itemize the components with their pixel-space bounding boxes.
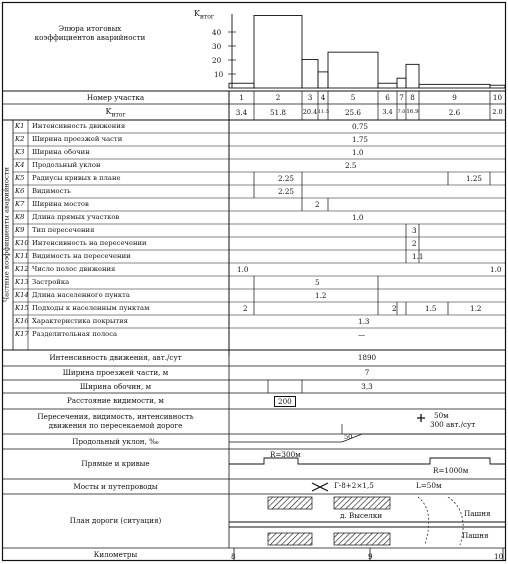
section-number: 3: [307, 93, 313, 102]
field-label: Пашня: [462, 531, 489, 540]
y-tick: 10: [214, 70, 224, 79]
factor-k-7: K7: [15, 200, 25, 208]
factor-label: Длина населенного пункта: [32, 291, 130, 299]
section-number: 7: [399, 93, 404, 102]
factor-k-10: K10: [15, 239, 29, 247]
factor-label: Характеристика покрытия: [32, 317, 128, 325]
section-number: 6: [385, 93, 390, 102]
factor-value: 1.25: [466, 174, 483, 183]
k-itog-bar: [406, 64, 419, 88]
k-itog-bars: [229, 15, 505, 88]
k-itog-bar: [302, 59, 318, 88]
village-label: д. Выселки: [340, 511, 383, 520]
section-number: 5: [350, 93, 356, 102]
intersection-intensity: 300 авт./сут: [430, 420, 476, 429]
factor-k-1: K1: [15, 122, 25, 130]
factor-k-15: K15: [15, 304, 29, 312]
intensity-value: 1890: [357, 353, 377, 362]
factor-k-12: K12: [15, 265, 29, 273]
width-label: Ширина проезжей части, м: [62, 368, 169, 377]
bridge-marker: [312, 483, 328, 491]
factor-value: 2.5: [345, 161, 357, 170]
plan-label: План дороги (ситуация): [69, 516, 162, 525]
slope-value: 50: [344, 433, 353, 441]
factor-value: 1.2: [315, 291, 327, 300]
k-itog-bar: [419, 84, 490, 88]
factor-value: 2.25: [278, 187, 295, 196]
factor-label: Подходы к населенным пунктам: [32, 304, 150, 312]
factor-label: Длина прямых участков: [32, 213, 120, 221]
factor-value: 3: [412, 226, 417, 235]
factor-label: Застройка: [32, 278, 70, 286]
factor-k-9: K9: [15, 226, 25, 234]
k-itog-bar: [328, 52, 378, 88]
factor-value: 1.0: [352, 148, 364, 157]
factor-value: 2.25: [278, 174, 295, 183]
factor-label: Видимость на пересечении: [32, 252, 131, 260]
section-number: 1: [239, 93, 244, 102]
factor-value: 1.0: [352, 213, 364, 222]
y-tick: 40: [212, 28, 222, 37]
factor-value: 1.2: [470, 304, 482, 313]
k-itog-value: 2.0: [492, 108, 503, 116]
side-label: Частные коэффициенты аварийности: [2, 166, 11, 303]
field-label: Пашня: [464, 509, 491, 518]
factor-label: Ширина проезжей части: [32, 135, 123, 143]
km-value: 10: [494, 552, 504, 561]
slope-profile: [229, 434, 505, 442]
slope-label: Продольный уклон, ‰: [72, 437, 159, 446]
diagram-title: Эпюра итоговых коэффициентов аварийности: [34, 24, 146, 42]
factor-label: Разделительная полоса: [32, 330, 118, 338]
bridge-length: L=50м: [416, 481, 442, 490]
factor-label: Интенсивность движения: [32, 122, 126, 130]
section-number: 2: [275, 93, 281, 102]
curves-label: Прямые и кривые: [81, 459, 150, 468]
k-itog-value: 3.4: [382, 108, 393, 116]
factor-value: 1.0: [490, 265, 502, 274]
factor-value: 1.1: [412, 252, 424, 261]
k-itog-bar: [397, 78, 406, 88]
factor-value: 1.0: [237, 265, 249, 274]
factor-k-3: K3: [15, 148, 25, 156]
factor-value: 2: [243, 304, 248, 313]
shoulder-value: 3,3: [361, 382, 373, 391]
y-tick: 20: [212, 56, 222, 65]
factor-value: 2: [392, 304, 397, 313]
k-itog-bar: [490, 85, 505, 88]
section-number-label: Номер участка: [86, 93, 145, 102]
factor-value: 1.75: [352, 135, 369, 144]
width-value: 7: [364, 368, 370, 377]
factor-value: 2: [315, 200, 320, 209]
factor-k-2: K2: [15, 135, 25, 143]
k-itog-value: 20.4: [302, 108, 318, 116]
factor-label: Продольный уклон: [32, 161, 101, 169]
curve-radius-1: R=300м: [270, 450, 301, 459]
section-number: 4: [320, 93, 326, 102]
factor-value: 1.3: [358, 317, 370, 326]
k-itog-value: 51.8: [269, 108, 286, 117]
factor-k-11: K11: [15, 252, 29, 260]
factor-k-17: K17: [15, 330, 29, 338]
building-block: [334, 497, 390, 509]
building-block: [268, 533, 312, 545]
visibility-label: Расстояние видимости, м: [66, 396, 165, 405]
factor-k-5: K5: [15, 174, 25, 182]
k-itog-value: 7.0: [397, 109, 406, 115]
intensity-label: Интенсивность движения, авт./сут: [49, 353, 182, 362]
k-itog-label: $K_{итог}$: [105, 107, 126, 119]
k-itog-bar: [229, 83, 254, 88]
intersection-label-1: Пересечения, видимость, интенсивность: [37, 412, 194, 421]
intersection-dist: 50м: [434, 411, 449, 420]
bridge-spec: Г-8+2×1,5: [334, 481, 374, 490]
factor-value: 0.75: [352, 122, 369, 131]
k-itog-bar: [378, 83, 397, 88]
factor-value: 5: [315, 278, 320, 287]
k-itog-value: 25.6: [344, 108, 361, 117]
bridges-label: Мосты и путепроводы: [73, 482, 158, 491]
factor-label: Видимость: [32, 187, 71, 195]
k-itog-value: 16.9: [406, 109, 419, 115]
factor-value: 2: [412, 239, 417, 248]
km-value: 9: [368, 552, 373, 561]
curve-radius-2: R=1000м: [433, 466, 469, 475]
k-itog-value: 3.4: [235, 108, 248, 117]
section-number: 9: [452, 93, 457, 102]
factor-k-8: K8: [15, 213, 25, 221]
intersection-label-2: движения по пересекаемой дороге: [48, 421, 183, 430]
building-block: [268, 497, 312, 509]
factor-label: Радиусы кривых в плане: [32, 174, 121, 182]
k-label: $K_{итог}$: [194, 9, 215, 21]
factor-k-6: K6: [15, 187, 25, 195]
intersection-marker: [417, 414, 425, 422]
factor-k-4: K4: [15, 161, 25, 169]
km-value: 8: [231, 552, 236, 561]
factor-label: Ширина мостов: [32, 200, 89, 208]
factor-label: Число полос движения: [32, 265, 116, 273]
factor-value: —: [358, 330, 366, 339]
factor-label: Ширина обочин: [32, 148, 90, 156]
section-number: 10: [492, 93, 503, 102]
k-itog-bar: [254, 15, 302, 88]
factor-k-14: K14: [15, 291, 29, 299]
y-tick: 30: [212, 42, 222, 51]
factor-label: Тип пересечения: [32, 226, 95, 234]
factor-k-13: K13: [15, 278, 29, 286]
shoulder-label: Ширина обочин, м: [79, 382, 152, 391]
km-label: Километры: [93, 550, 138, 559]
k-itog-value: 2.6: [448, 108, 461, 117]
factor-label: Интенсивность на пересечении: [32, 239, 147, 247]
k-itog-bar: [318, 72, 328, 88]
factor-value: 1.5: [425, 304, 437, 313]
factor-k-16: K16: [15, 317, 29, 325]
k-itog-value: 11.5: [318, 109, 330, 115]
visibility-value: 200: [274, 396, 296, 407]
building-block: [334, 533, 390, 545]
section-number: 8: [410, 93, 415, 102]
